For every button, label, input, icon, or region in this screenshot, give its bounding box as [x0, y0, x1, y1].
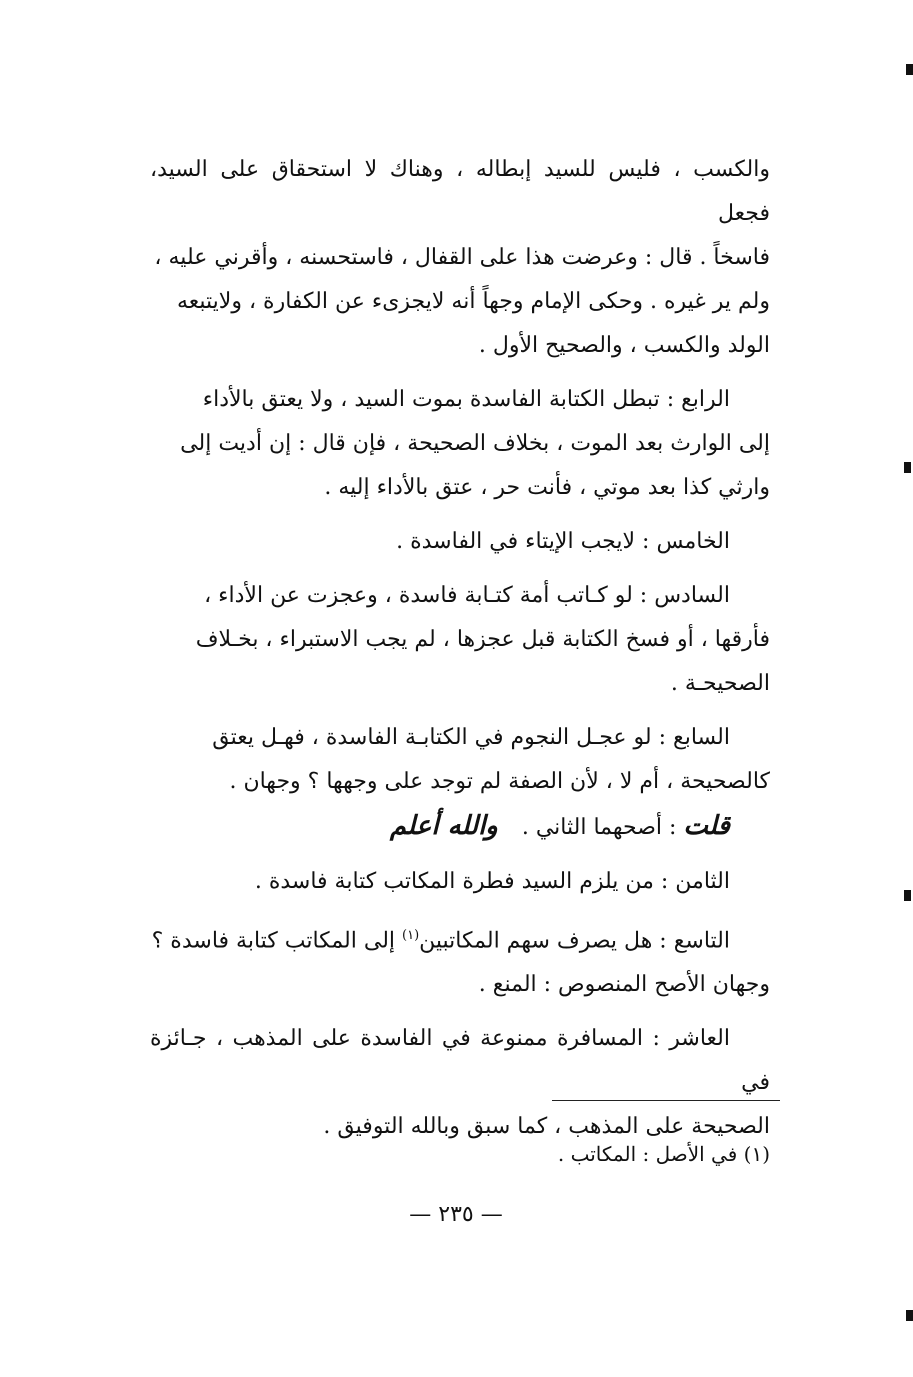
- footnote: (١) في الأصل : المكاتب .: [557, 1142, 770, 1166]
- margin-mark: [906, 1310, 913, 1321]
- text-line: وارثي كذا بعد موتي ، فأنت حر ، عتق بالأداء إليه .: [324, 475, 770, 500]
- main-text: [150, 148, 770, 1159]
- paragraph-sabi: [150, 716, 770, 850]
- paragraph-sadis: [150, 574, 770, 706]
- paragraph-rabi: [150, 378, 770, 510]
- text-line: ولم ير غيره . وحكى الإمام وجهاً أنه لايجزىء عن الكفارة ، ولايتبعه: [176, 289, 770, 314]
- text-line: إلى المكاتب كتابة فاسدة ؟: [151, 928, 403, 954]
- text-line: الصحيحـة .: [670, 671, 770, 696]
- margin-mark: [906, 64, 913, 75]
- margin-mark: [904, 462, 911, 473]
- text-line: فاسخاً . قال : وعرضت هذا على القفال ، فاستحسنه ، وأقرني عليه ،: [154, 245, 770, 270]
- qult-word: قلت: [683, 811, 730, 841]
- text-line: الرابع : تبطل الكتابة الفاسدة بموت السيد ، ولا يعتق بالأداء: [202, 387, 730, 412]
- qult-text: : أصحهما الثاني .: [521, 815, 684, 840]
- text-line: والكسب ، فليس للسيد إبطاله ، وهناك لا استحقاق على السيد، فجعل: [150, 157, 770, 226]
- wallahu-alam: والله أعلم: [389, 811, 498, 841]
- text-line: السابع : لو عجـل النجوم في الكتابـة الفاسدة ، فهـل يعتق: [212, 725, 730, 750]
- qult-line: [150, 804, 770, 850]
- footnote-ref: (١): [402, 928, 420, 943]
- text-line: التاسع : هل يصرف سهم المكاتبين: [419, 928, 730, 954]
- text-line: كالصحيحة ، أم لا ، لأن الصفة لم توجد على وجهها ؟ وجهان .: [229, 769, 770, 794]
- paragraph-khamis: [150, 520, 770, 564]
- text-line: فأرقها ، أو فسخ الكتابة قبل عجزها ، لم يجب الاستبراء ، بخـلاف: [195, 627, 770, 652]
- paragraph-1: [150, 148, 770, 368]
- footnote-divider: [552, 1100, 780, 1101]
- text-line: الخامس : لايجب الإيتاء في الفاسدة .: [396, 529, 730, 554]
- paragraph-thamin: [150, 860, 770, 904]
- text-line: وجهان الأصح المنصوص : المنع .: [478, 972, 770, 998]
- paragraph-ashir: [150, 1017, 770, 1149]
- text-line: إلى الوارث بعد الموت ، بخلاف الصحيحة ، فإن قال : إن أديت إلى: [180, 431, 770, 456]
- text-line: السادس : لو كـاتب أمة كتـابة فاسدة ، وعجزت عن الأداء ،: [204, 583, 730, 608]
- margin-mark: [904, 890, 911, 901]
- page-number: — ٢٣٥ —: [409, 1202, 503, 1227]
- paragraph-tasi: [150, 914, 770, 1007]
- text-line: الصحيحة على المذهب ، كما سبق وبالله التوفيق .: [323, 1114, 770, 1140]
- text-line: الولد والكسب ، والصحيح الأول .: [478, 333, 770, 358]
- text-line: الثامن : من يلزم السيد فطرة المكاتب كتابة فاسدة .: [254, 869, 730, 894]
- text-line: العاشر : المسافرة ممنوعة في الفاسدة على المذهب ، جـائزة في: [150, 1026, 770, 1096]
